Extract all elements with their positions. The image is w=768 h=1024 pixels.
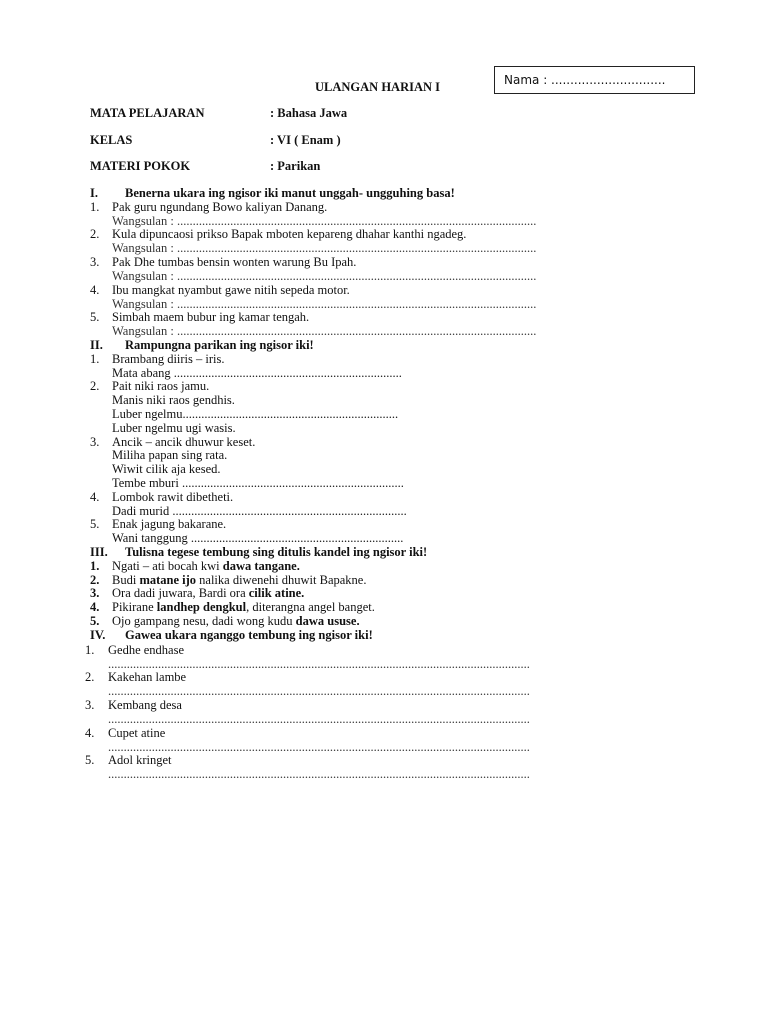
s2-line[interactable]: Mata abang .........................................................................	[112, 366, 402, 380]
s3-item-sentence	[112, 586, 304, 600]
s3-bold-phrase: dawa tangane.	[222, 559, 300, 573]
s4-item-number: 4.	[85, 726, 95, 740]
s4-item-text: Cupet atine	[108, 726, 166, 740]
s3-post: , diterangna angel banget.	[246, 600, 375, 614]
s3-pre: Ngati – ati bocah kwi	[112, 559, 223, 573]
s3-bold-phrase: landhep dengkul	[156, 600, 247, 614]
s1-item-number: 1.	[90, 200, 100, 214]
section-3-numeral: III.	[90, 545, 108, 559]
s2-line: Lombok rawit dibetheti.	[112, 490, 234, 504]
s3-post: nalika diwenehi dhuwit Bapakne.	[196, 573, 367, 587]
s1-item-number: 2.	[90, 227, 100, 241]
s1-answer-line[interactable]: Wangsulan : ...................................................................................................................	[112, 269, 537, 283]
s4-answer-line[interactable]: .......................................................................................................................................	[108, 712, 530, 726]
s2-line: Miliha papan sing rata.	[112, 448, 228, 462]
s3-item-number: 5.	[90, 614, 100, 628]
s3-pre: Budi	[112, 573, 140, 587]
s2-line: Brambang diiris – iris.	[112, 352, 225, 366]
s4-answer-line[interactable]: .......................................................................................................................................	[108, 684, 530, 698]
s2-item-number: 1.	[90, 352, 100, 366]
s4-item-text: Kembang desa	[108, 698, 182, 712]
s1-item-text: Simbah maem bubur ing kamar tengah.	[112, 310, 310, 324]
section-2-title: Rampungna parikan ing ngisor iki!	[125, 338, 314, 352]
s2-line: Enak jagung bakarane.	[112, 517, 227, 531]
s3-item-sentence	[112, 559, 300, 573]
s3-item-sentence	[112, 600, 375, 614]
s4-item-text: Kakehan lambe	[108, 670, 187, 684]
s1-item-text: Pak guru ngundang Bowo kaliyan Danang.	[112, 200, 328, 214]
page-title: ULANGAN HARIAN I	[315, 80, 441, 94]
s2-item-number: 2.	[90, 379, 100, 393]
info-value-topic: : Parikan	[270, 159, 321, 173]
section-3-title: Tulisna tegese tembung sing ditulis kandel ing ngisor iki!	[125, 545, 428, 559]
section-2-numeral: II.	[90, 338, 103, 352]
s1-item-number: 4.	[90, 283, 100, 297]
s3-item-sentence	[112, 573, 366, 587]
name-field[interactable]: Nama : ..............................	[494, 66, 695, 94]
s2-line[interactable]: Dadi murid ...........................................................................	[112, 504, 407, 518]
s4-item-number: 3.	[85, 698, 95, 712]
s2-line[interactable]: Luber ngelmu.....................................................................	[112, 407, 399, 421]
s1-item-text: Kula dipuncaosi prikso Bapak mboten kepareng dhahar kanthi ngadeg.	[112, 227, 467, 241]
s4-answer-line[interactable]: .......................................................................................................................................	[108, 740, 530, 754]
section-1-numeral: I.	[90, 186, 98, 200]
s1-answer-line[interactable]: Wangsulan : ...................................................................................................................	[112, 324, 537, 338]
s2-line: Manis niki raos gendhis.	[112, 393, 235, 407]
s4-item-text: Adol kringet	[108, 753, 172, 767]
info-label-topic: MATERI POKOK	[90, 159, 191, 173]
s2-item-number: 4.	[90, 490, 100, 504]
s1-answer-line[interactable]: Wangsulan : ...................................................................................................................	[112, 214, 537, 228]
s2-item-number: 3.	[90, 435, 100, 449]
s1-item-number: 5.	[90, 310, 100, 324]
s2-line: Luber ngelmu ugi wasis.	[112, 421, 236, 435]
s3-bold-phrase: cilik atine.	[248, 586, 305, 600]
s1-item-number: 3.	[90, 255, 100, 269]
s3-item-number: 2.	[90, 573, 100, 587]
s1-answer-line[interactable]: Wangsulan : ...................................................................................................................	[112, 241, 537, 255]
s3-bold-phrase: dawa ususe.	[295, 614, 360, 628]
info-label-subject: MATA PELAJARAN	[90, 106, 205, 120]
s4-item-number: 2.	[85, 670, 95, 684]
s4-item-number: 5.	[85, 753, 95, 767]
info-value-class: : VI ( Enam )	[270, 133, 341, 147]
s1-item-text: Pak Dhe tumbas bensin wonten warung Bu Ipah.	[112, 255, 357, 269]
s3-item-number: 1.	[90, 559, 100, 573]
s1-item-text: Ibu mangkat nyambut gawe nitih sepeda motor.	[112, 283, 350, 297]
info-label-class: KELAS	[90, 133, 133, 147]
s2-item-number: 5.	[90, 517, 100, 531]
s3-bold-phrase: matane ijo	[139, 573, 197, 587]
s3-item-number: 4.	[90, 600, 100, 614]
s2-line: Pait niki raos jamu.	[112, 379, 210, 393]
s3-pre: Ora dadi juwara, Bardi ora	[112, 586, 249, 600]
s4-answer-line[interactable]: .......................................................................................................................................	[108, 767, 530, 781]
section-4-numeral: IV.	[90, 628, 106, 642]
s2-line[interactable]: Tembe mburi .......................................................................	[112, 476, 404, 490]
s3-item-sentence	[112, 614, 360, 628]
s3-pre: Ojo gampang nesu, dadi wong kudu	[112, 614, 296, 628]
section-1-title: Benerna ukara ing ngisor iki manut unggah- ungguhing basa!	[125, 186, 455, 200]
info-value-subject: : Bahasa Jawa	[270, 106, 348, 120]
s4-item-number: 1.	[85, 643, 95, 657]
s3-item-number: 3.	[90, 586, 100, 600]
s4-answer-line[interactable]: .......................................................................................................................................	[108, 657, 530, 671]
s2-line: Wiwit cilik aja kesed.	[112, 462, 221, 476]
section-4-title: Gawea ukara nganggo tembung ing ngisor iki!	[125, 628, 373, 642]
s2-line[interactable]: Wani tanggung ....................................................................	[112, 531, 404, 545]
s1-answer-line[interactable]: Wangsulan : ...................................................................................................................	[112, 297, 537, 311]
s2-line: Ancik – ancik dhuwur keset.	[112, 435, 256, 449]
s3-pre: Pikirane	[112, 600, 157, 614]
s4-item-text: Gedhe endhase	[108, 643, 185, 657]
